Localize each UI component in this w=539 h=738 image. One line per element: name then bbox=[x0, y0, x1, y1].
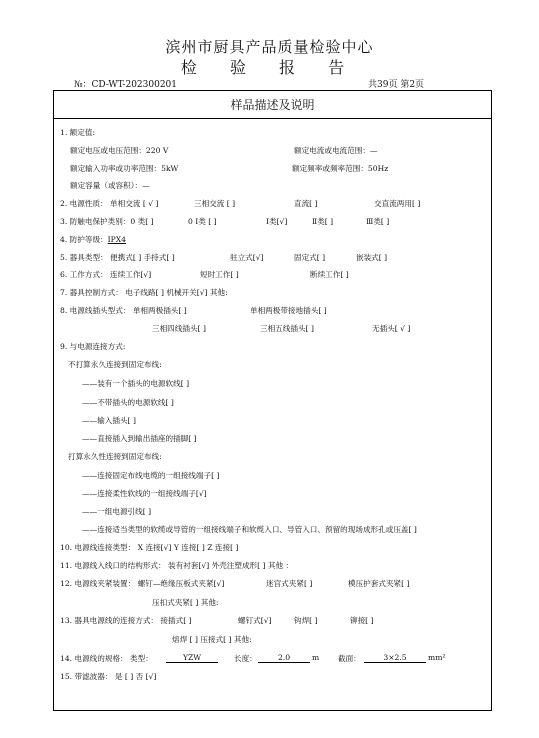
doc-title: 检 验 报 告 bbox=[180, 58, 359, 77]
report-number: №：CD-WT-202300201 bbox=[74, 80, 178, 90]
shock-class-ii: Ⅱ类[ ] bbox=[312, 217, 334, 226]
cord-spec-length-value: 2.0 bbox=[258, 653, 310, 663]
appliance-type-fixed: 固定式[ ] bbox=[294, 253, 326, 262]
cord-anchorage-labyrinth: 迷宫式夹紧[ ] bbox=[266, 579, 313, 588]
appliance-type-built-in: 嵌装式[ ] bbox=[356, 253, 388, 262]
cord-spec-length-label: 长度： bbox=[234, 654, 257, 663]
shock-class-i: Ⅰ类[√] bbox=[266, 217, 288, 226]
plug-single-two-pole: 8. 电源线插头型式： 单相两极插头[ ] bbox=[60, 306, 187, 315]
cord-connection-plug-in: 13. 器具电源线的连接方式： 接插式[ ] bbox=[60, 616, 192, 625]
connection-method-heading: 9. 与电源连接方式: bbox=[60, 342, 126, 351]
operation-intermittent: 断续工作[ ] bbox=[310, 270, 349, 279]
cord-spec-length-unit: m bbox=[312, 653, 320, 662]
cord-connection-rivet: 铆接[ ] bbox=[350, 616, 374, 625]
cord-spec-type-value: YZW bbox=[166, 653, 218, 663]
org-title: 滨州市厨具产品质量检验中心 bbox=[165, 38, 374, 56]
cord-anchorage-molded: 模压护套式夹紧[ ] bbox=[348, 579, 410, 588]
power-type-three-ac: 三相交流 [ ] bbox=[194, 199, 236, 208]
cord-connection-screw: 螺钉式[√] bbox=[238, 616, 272, 625]
cord-without-plug: ——不带插头的电源软线[ ] bbox=[82, 398, 174, 407]
cord-anchorage-clip: 压扣式夹紧[ ] 其他: bbox=[152, 598, 219, 607]
protection-grade-value: IPX4 bbox=[107, 235, 126, 244]
cord-attachment-type: 10. 电源线连接类型： X 连接[√] Y 连接[ ] Z 连接[ ] bbox=[60, 543, 239, 552]
direct-plug-pins: ——直接插入到输出插座的插脚[ ] bbox=[82, 434, 197, 443]
protection-grade-text: 4. 防护等级： bbox=[60, 235, 108, 244]
fixed-wiring-terminals: ——连接固定布线电缆的一组接线端子[ ] bbox=[82, 471, 220, 480]
appliance-type-portable: 5. 器具类型： 便携式[ ] 手持式[ ] bbox=[60, 253, 175, 262]
power-type-ac-dc: 交直流两用[ ] bbox=[374, 199, 421, 208]
cord-spec-type-label: 14. 电源线的规格： 类型： bbox=[60, 654, 153, 663]
cord-spec-section-unit: mm² bbox=[428, 653, 446, 662]
control-method: 7. 器具控制方式： 电子线路[ ] 机械开关[√] 其他: bbox=[60, 288, 228, 297]
plug-three-phase-five: 三相五线插头[ ] bbox=[260, 324, 314, 333]
shock-class-0i: 0 Ⅰ类 [ ] bbox=[188, 217, 217, 226]
protection-grade-label bbox=[60, 234, 126, 245]
appliance-type-stationary: 驻立式[√] bbox=[230, 253, 264, 262]
shock-class-iii: Ⅲ类[ ] bbox=[366, 217, 390, 226]
operation-continuous: 6. 工作方式： 连续工作[√] bbox=[60, 270, 152, 279]
cord-spec-section-value: 3×2.5 bbox=[364, 653, 426, 663]
cable-conduit-terminals: ——连接适当类型的软缆或导管的一组接线端子和软缆入口、导管入口、预留的现场成形孔或压盖[ ] bbox=[82, 525, 417, 534]
cord-connection-hook-solder: 钩焊[ ] bbox=[294, 616, 318, 625]
power-type-single-ac: 2. 电源性质： 单相交流 [ √ ] bbox=[60, 199, 159, 208]
rated-capacity: 额定容量（或容积）：— bbox=[70, 181, 150, 190]
not-permanent-heading: 不打算永久连接到固定布线: bbox=[68, 360, 162, 369]
rated-values-heading: 1. 额定值: bbox=[60, 128, 95, 137]
power-type-dc: 直流[ ] bbox=[294, 199, 318, 208]
plug-single-two-pole-earth: 单相两极带接地插头[ ] bbox=[250, 306, 327, 315]
cord-inlet-structure: 11. 电源线入线口的结构形式： 装有衬套[√] 外壳注塑成形[ ] 其他 ： bbox=[60, 561, 294, 570]
inlet-plug: ——输入插头[ ] bbox=[82, 416, 136, 425]
rated-current: 额定电流或电流范围：— bbox=[294, 146, 378, 155]
cord-spec-section-label: 截面： bbox=[338, 654, 361, 663]
filter-question: 15. 带滤波器： 是 [ ] 否 [√] bbox=[60, 672, 157, 681]
cord-anchorage-screw: 12. 电源线夹紧装置： 螺钉—绝缘压板式夹紧[√] bbox=[60, 579, 225, 588]
operation-short-time: 短时工作[ ] bbox=[200, 270, 239, 279]
page-info: 共39页 第2页 bbox=[368, 80, 425, 90]
cord-connection-other: 熔焊 [ ] 压接式[ ] 其他: bbox=[172, 635, 252, 644]
flexible-cord-terminals: ——连接柔性软线的一组接线端子[√] bbox=[82, 489, 207, 498]
permanent-heading: 打算永久性连接到固定布线: bbox=[68, 452, 162, 461]
shock-class-0: 3. 防触电保护类别：0 类[ ] bbox=[60, 217, 154, 226]
plug-none: 无插头[ √ ] bbox=[372, 324, 411, 333]
plug-three-phase-four: 三相四线插头[ ] bbox=[152, 324, 206, 333]
report-frame bbox=[53, 90, 492, 711]
rated-power: 额定输入功率或功率范围：5kW bbox=[70, 164, 179, 173]
rated-frequency: 额定频率或频率范围：50Hz bbox=[292, 164, 389, 173]
rated-voltage: 额定电压或电压范围：220 V bbox=[70, 146, 169, 155]
supply-leads: ——一组电源引线[ ] bbox=[82, 507, 152, 516]
cord-with-plug: ——装有一个插头的电源软线[ ] bbox=[82, 379, 190, 388]
section-title: 样品描述及说明 bbox=[54, 91, 491, 119]
